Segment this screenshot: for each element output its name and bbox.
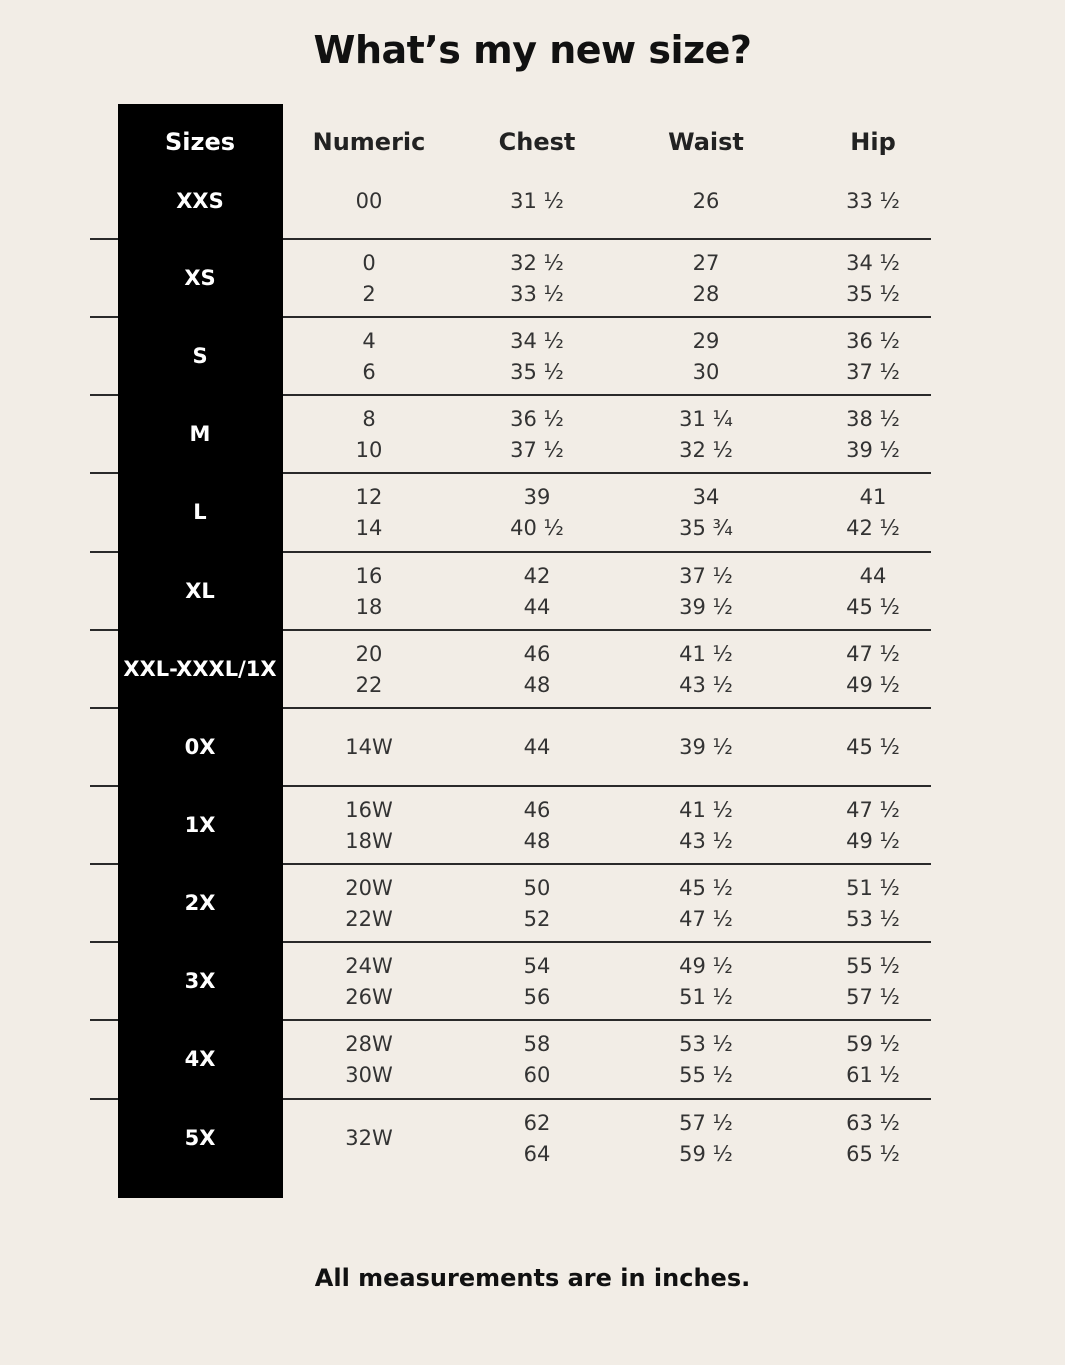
cell-hip: 45 ½ (846, 594, 900, 619)
cell-waist: 49 ½ (679, 953, 733, 978)
row-divider (283, 1098, 931, 1100)
row-divider-left (90, 472, 118, 474)
cell-hip: 47 ½ (846, 797, 900, 822)
cell-chest: 56 (523, 984, 551, 1009)
cell-hip: 65 ½ (846, 1141, 900, 1166)
cell-waist: 59 ½ (679, 1141, 733, 1166)
cell-hip: 49 ½ (846, 828, 900, 853)
cell-hip: 49 ½ (846, 672, 900, 697)
cell-chest: 34 ½ (510, 328, 564, 353)
cell-numeric: 4 (362, 328, 376, 353)
cell-chest: 40 ½ (510, 515, 564, 540)
cell-chest: 42 (523, 563, 551, 588)
cell-hip: 61 ½ (846, 1062, 900, 1087)
cell-hip: 38 ½ (846, 406, 900, 431)
cell-numeric: 32W (345, 1126, 393, 1150)
cell-chest: 44 (523, 735, 551, 759)
row-divider (283, 863, 931, 865)
row-divider (283, 941, 931, 943)
cell-numeric: 14 (355, 515, 383, 540)
cell-numeric: 10 (355, 437, 383, 462)
size-label: 5X (184, 1126, 216, 1150)
row-divider-left (90, 1019, 118, 1021)
cell-waist: 41 ½ (679, 797, 733, 822)
cell-hip: 35 ½ (846, 281, 900, 306)
cell-numeric: 22W (345, 906, 393, 931)
cell-chest: 50 (523, 875, 551, 900)
cell-waist: 55 ½ (679, 1062, 733, 1087)
cell-numeric: 0 (362, 250, 376, 275)
cell-numeric: 26W (345, 984, 393, 1009)
header-numeric: Numeric (312, 128, 426, 156)
cell-hip: 53 ½ (846, 906, 900, 931)
cell-chest: 54 (523, 953, 551, 978)
row-divider-left (90, 551, 118, 553)
size-label: M (189, 422, 211, 446)
cell-chest: 52 (523, 906, 551, 931)
measurement-note: All measurements are in inches. (314, 1264, 751, 1292)
cell-numeric: 30W (345, 1062, 393, 1087)
size-label: 3X (184, 969, 216, 993)
cell-hip: 39 ½ (846, 437, 900, 462)
row-divider-left (90, 785, 118, 787)
cell-hip: 41 (859, 484, 887, 509)
cell-hip: 42 ½ (846, 515, 900, 540)
row-divider-left (90, 863, 118, 865)
cell-numeric: 16 (355, 563, 383, 588)
cell-waist: 31 ¼ (679, 406, 733, 431)
cell-waist: 47 ½ (679, 906, 733, 931)
cell-hip: 59 ½ (846, 1031, 900, 1056)
size-label: L (193, 500, 207, 524)
cell-waist: 27 (692, 250, 720, 275)
row-divider (283, 472, 931, 474)
row-divider-left (90, 941, 118, 943)
row-divider (283, 551, 931, 553)
size-label: 0X (184, 735, 216, 759)
size-label: XL (185, 579, 215, 603)
cell-chest: 39 (523, 484, 551, 509)
cell-waist: 41 ½ (679, 641, 733, 666)
cell-waist: 45 ½ (679, 875, 733, 900)
cell-chest: 60 (523, 1062, 551, 1087)
cell-waist: 43 ½ (679, 828, 733, 853)
size-label: 2X (184, 891, 216, 915)
cell-waist: 57 ½ (679, 1110, 733, 1135)
cell-numeric: 28W (345, 1031, 393, 1056)
cell-chest: 32 ½ (510, 250, 564, 275)
row-divider (283, 394, 931, 396)
cell-chest: 46 (523, 641, 551, 666)
cell-waist: 30 (692, 359, 720, 384)
cell-numeric: 2 (362, 281, 376, 306)
cell-numeric: 00 (355, 189, 383, 213)
cell-numeric: 20 (355, 641, 383, 666)
cell-waist: 39 ½ (679, 735, 733, 759)
cell-hip: 51 ½ (846, 875, 900, 900)
cell-numeric: 22 (355, 672, 383, 697)
cell-chest: 46 (523, 797, 551, 822)
cell-waist: 39 ½ (679, 594, 733, 619)
cell-hip: 34 ½ (846, 250, 900, 275)
row-divider (283, 238, 931, 240)
size-label: 1X (184, 813, 216, 837)
cell-waist: 35 ¾ (679, 515, 733, 540)
cell-waist: 29 (692, 328, 720, 353)
cell-numeric: 20W (345, 875, 393, 900)
cell-numeric: 6 (362, 359, 376, 384)
row-divider (283, 1019, 931, 1021)
cell-waist: 53 ½ (679, 1031, 733, 1056)
header-chest: Chest (498, 128, 576, 156)
cell-chest: 31 ½ (510, 189, 564, 213)
row-divider (283, 707, 931, 709)
cell-waist: 32 ½ (679, 437, 733, 462)
cell-numeric: 18 (355, 594, 383, 619)
size-label: 4X (184, 1047, 216, 1071)
cell-chest: 36 ½ (510, 406, 564, 431)
cell-chest: 48 (523, 828, 551, 853)
cell-numeric: 14W (345, 735, 393, 759)
cell-hip: 44 (859, 563, 887, 588)
row-divider (283, 629, 931, 631)
cell-waist: 26 (692, 189, 720, 213)
cell-hip: 36 ½ (846, 328, 900, 353)
size-label: XXL-XXXL/1X (123, 657, 277, 681)
row-divider-left (90, 394, 118, 396)
cell-chest: 62 (523, 1110, 551, 1135)
cell-hip: 45 ½ (846, 735, 900, 759)
row-divider-left (90, 707, 118, 709)
cell-chest: 44 (523, 594, 551, 619)
header-waist: Waist (668, 128, 744, 156)
size-label: XXS (176, 189, 224, 213)
cell-chest: 33 ½ (510, 281, 564, 306)
cell-chest: 37 ½ (510, 437, 564, 462)
cell-hip: 57 ½ (846, 984, 900, 1009)
row-divider-left (90, 238, 118, 240)
cell-chest: 64 (523, 1141, 551, 1166)
cell-waist: 34 (692, 484, 720, 509)
cell-numeric: 12 (355, 484, 383, 509)
size-label: S (192, 344, 208, 368)
cell-numeric: 16W (345, 797, 393, 822)
cell-hip: 55 ½ (846, 953, 900, 978)
cell-numeric: 18W (345, 828, 393, 853)
cell-chest: 35 ½ (510, 359, 564, 384)
cell-hip: 47 ½ (846, 641, 900, 666)
cell-numeric: 8 (362, 406, 376, 431)
cell-waist: 43 ½ (679, 672, 733, 697)
page-title: What’s my new size? (313, 28, 752, 72)
header-hip: Hip (850, 128, 896, 156)
cell-hip: 33 ½ (846, 189, 900, 213)
row-divider-left (90, 316, 118, 318)
cell-hip: 37 ½ (846, 359, 900, 384)
cell-waist: 28 (692, 281, 720, 306)
cell-waist: 37 ½ (679, 563, 733, 588)
size-label: XS (184, 266, 216, 290)
cell-chest: 48 (523, 672, 551, 697)
row-divider (283, 316, 931, 318)
cell-hip: 63 ½ (846, 1110, 900, 1135)
cell-chest: 58 (523, 1031, 551, 1056)
row-divider-left (90, 629, 118, 631)
cell-numeric: 24W (345, 953, 393, 978)
row-divider-left (90, 1098, 118, 1100)
cell-waist: 51 ½ (679, 984, 733, 1009)
row-divider (283, 785, 931, 787)
header-sizes: Sizes (164, 128, 236, 156)
